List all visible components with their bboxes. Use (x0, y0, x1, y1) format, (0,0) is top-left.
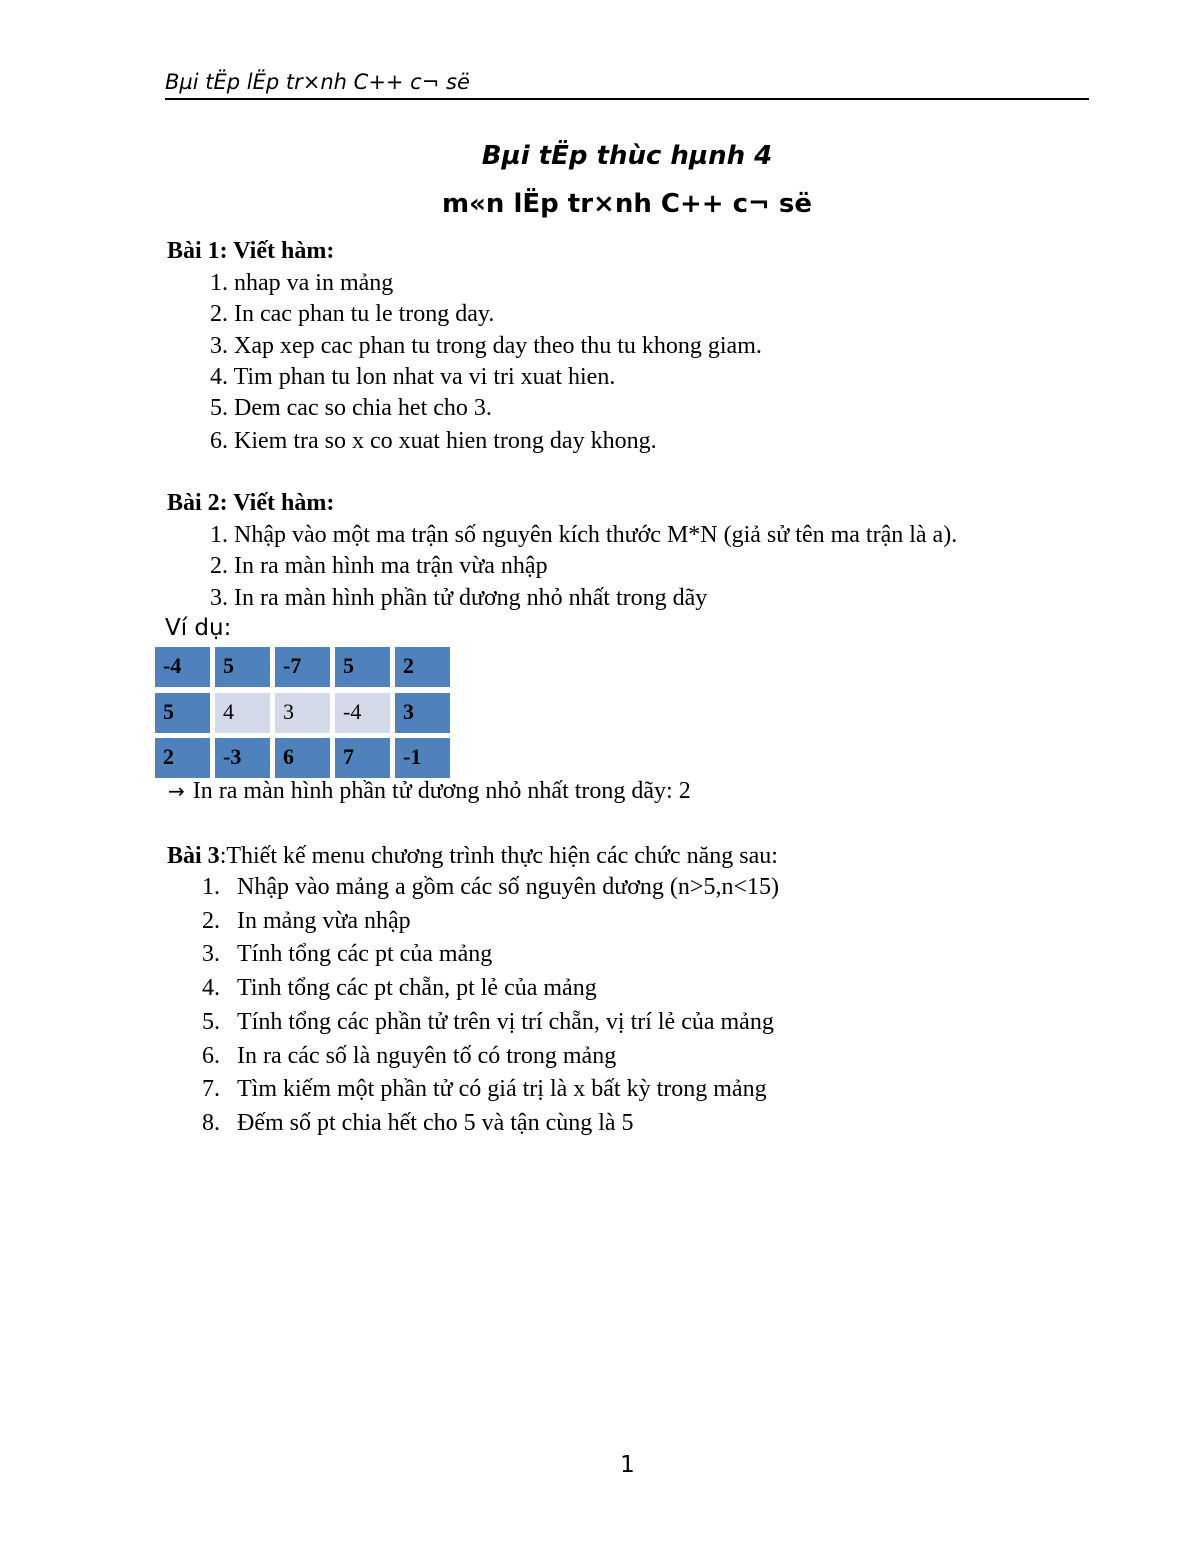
bai3-item: Tìm kiếm một phần tử có giá trị là x bất kỳ trong mảng (237, 1076, 767, 1102)
bai3-item-number: 5. (202, 1009, 220, 1035)
bai3-item-number: 8. (202, 1110, 220, 1136)
bai1-item: 2. In cac phan tu le trong day. (210, 301, 495, 327)
matrix-cell: 3 (395, 693, 450, 733)
matrix-cell: 7 (335, 738, 390, 778)
matrix-cell: -1 (395, 738, 450, 778)
example-result (168, 778, 691, 805)
bai1-heading-rest: Viết hàm: (227, 238, 335, 264)
header-rule (165, 98, 1089, 100)
bai1-item: 3. Xap xep cac phan tu trong day theo thu tu khong giam. (210, 333, 762, 359)
bai1-item: 4. Tim phan tu lon nhat va vi tri xuat hien. (210, 364, 616, 390)
bai1-label: Bài 1: (167, 238, 228, 264)
matrix-cell: -7 (275, 647, 330, 687)
bai1-item: 6. Kiem tra so x co xuat hien trong day khong. (210, 428, 657, 454)
matrix-cell: 5 (335, 647, 390, 687)
right-arrow-icon: → (168, 779, 185, 803)
bai3-item-number: 1. (202, 874, 220, 900)
bai3-item: In mảng vừa nhập (237, 908, 411, 934)
bai3-item-number: 7. (202, 1076, 220, 1102)
bai1-item: 1. nhap va in mảng (210, 270, 394, 296)
bai3-item: Đếm số pt chia hết cho 5 và tận cùng là 5 (237, 1110, 634, 1136)
bai1-item: 5. Dem cac so chia het cho 3. (210, 395, 492, 421)
document-subtitle: m«n lËp tr×nh C++ c¬ së (442, 189, 812, 219)
matrix-cell: 2 (155, 738, 210, 778)
matrix-cell: 2 (395, 647, 450, 687)
page-header: Bµi tËp lËp tr×nh C++ c¬ së (165, 70, 470, 94)
bai2-item: 3. In ra màn hình phần tử dương nhỏ nhất trong dãy (210, 585, 708, 611)
example-result-text: In ra màn hình phần tử dương nhỏ nhất trong dãy: 2 (192, 778, 691, 804)
example-label: Ví dụ: (165, 615, 232, 641)
matrix-cell: 6 (275, 738, 330, 778)
bai2-heading-rest: Viết hàm: (227, 490, 335, 516)
matrix-cell: -4 (335, 693, 390, 733)
matrix-cell: 5 (155, 693, 210, 733)
bai3-item-number: 6. (202, 1043, 220, 1069)
matrix-cell: 5 (215, 647, 270, 687)
document-title: Bµi tËp thùc hµnh 4 (481, 141, 773, 171)
bai3-item-number: 4. (202, 975, 220, 1001)
bai3-item: Tinh tổng các pt chẵn, pt lẻ của mảng (237, 975, 597, 1001)
bai2-item: 1. Nhập vào một ma trận số nguyên kích thước M*N (giả sử tên ma trận là a). (210, 522, 958, 548)
bai2-heading (167, 490, 334, 517)
bai3-item: Tính tổng các phần tử trên vị trí chẵn, vị trí lẻ của mảng (237, 1009, 774, 1035)
bai3-item-number: 3. (202, 941, 220, 967)
matrix-cell: 3 (275, 693, 330, 733)
bai3-heading (167, 843, 778, 870)
bai2-item: 2. In ra màn hình ma trận vừa nhập (210, 553, 548, 579)
matrix-cell: -4 (155, 647, 210, 687)
page-number: 1 (620, 1452, 635, 1478)
bai2-label: Bài 2: (167, 490, 228, 516)
matrix-cell: -3 (215, 738, 270, 778)
bai3-item: In ra các số là nguyên tố có trong mảng (237, 1043, 617, 1069)
bai3-item-number: 2. (202, 908, 220, 934)
bai3-heading-rest: :Thiết kế menu chương trình thực hiện các chức năng sau: (219, 843, 778, 869)
bai3-item: Nhập vào mảng a gồm các số nguyên dương (n>5,n<15) (237, 874, 779, 900)
bai1-heading (167, 238, 334, 265)
bai3-item: Tính tổng các pt của mảng (237, 941, 493, 967)
matrix-cell: 4 (215, 693, 270, 733)
bai3-label: Bài 3 (167, 843, 220, 869)
